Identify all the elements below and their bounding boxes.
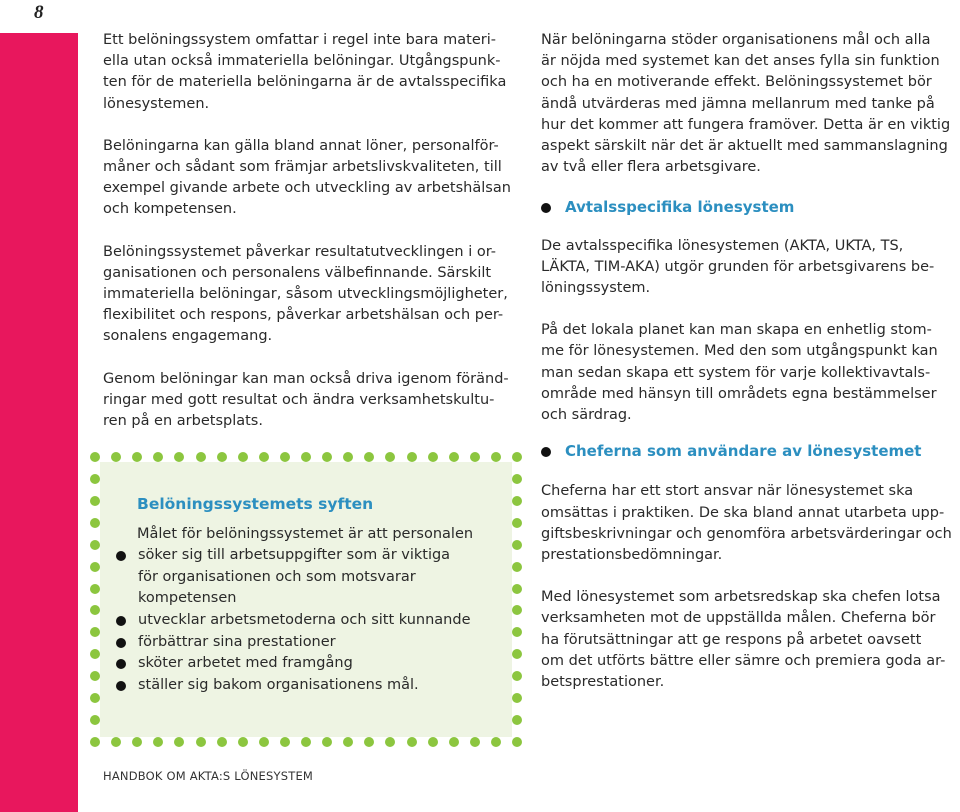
list-item: förbättrar sina prestationer <box>137 632 507 654</box>
border-dot <box>512 584 522 594</box>
border-dot <box>301 452 311 462</box>
border-dot <box>407 452 417 462</box>
border-dot <box>174 452 184 462</box>
border-dot <box>90 518 100 528</box>
border-dot <box>470 452 480 462</box>
border-dot <box>512 540 522 550</box>
box-intro: Målet för belöningssystemet är att personalen <box>137 525 474 542</box>
paragraph: Ett belöningssystem omfattar i regel inte bara materi- ella utan också immateriella belöningar. Utgångspunk- ten för de materiella belöningarna är de avtalsspecifika lönesystemen. <box>103 32 507 112</box>
border-dot <box>449 737 459 747</box>
border-dot <box>322 452 332 462</box>
border-dot <box>512 452 522 462</box>
border-dot <box>90 540 100 550</box>
border-dot <box>259 737 269 747</box>
border-dot <box>512 715 522 725</box>
bullet-icon <box>116 616 126 626</box>
border-dot <box>238 737 248 747</box>
border-dot <box>512 737 522 747</box>
right-column <box>541 30 960 693</box>
list-item: utvecklar arbetsmetoderna och sitt kunnande <box>137 610 507 632</box>
border-dot <box>132 737 142 747</box>
border-dot <box>470 737 480 747</box>
section-heading: Avtalsspecifika lönesystem <box>541 197 960 218</box>
border-dot <box>90 452 100 462</box>
border-dot <box>196 737 206 747</box>
border-dot <box>259 452 269 462</box>
bullet-icon <box>541 447 551 457</box>
paragraph: När belöningarna stöder organisationens mål och alla är nöjda med systemet kan det anses fylla sin funktion och ha en motiverande effekt. Belöningssystemet bör ändå utvärderas med jämna mellanrum med tanke på hur det kommer att fungera framöver. Detta är en viktig aspekt särskilt när det är aktuellt med sammanslagning av två eller flera arbetsgivare. <box>541 32 951 176</box>
footer-text: HANDBOK OM AKTA:S LÖNESYSTEM <box>103 769 314 783</box>
section-heading: Cheferna som användare av lönesystemet <box>541 441 960 462</box>
paragraph: Cheferna har ett stort ansvar när lönesystemet ska omsättas i praktiken. De ska bland annat utarbeta upp- giftsbeskrivningar och genomföra arbetsvärderingar och prestationsbedömningar. <box>541 483 952 564</box>
border-dot <box>385 737 395 747</box>
border-dot <box>364 452 374 462</box>
border-dot <box>111 737 121 747</box>
border-dot <box>512 671 522 681</box>
bullet-icon <box>116 681 126 691</box>
border-dot <box>153 737 163 747</box>
border-dot <box>153 452 163 462</box>
border-dot <box>322 737 332 747</box>
bullet-icon <box>541 203 551 213</box>
border-dot <box>111 452 121 462</box>
border-dot <box>491 452 501 462</box>
left-column <box>103 30 518 432</box>
border-dot <box>385 452 395 462</box>
border-dot <box>428 452 438 462</box>
border-dot <box>90 496 100 506</box>
paragraph: Belöningssystemet påverkar resultatutvecklingen i or- ganisationen och personalens välbefinnande. Särskilt immateriella belöningar, såsom utvecklingsmöjligheter, flexibilitet och respons, påverkar arbetshälsan och per- sonalens engagemang. <box>103 243 508 345</box>
goals-list <box>137 545 507 696</box>
border-dot <box>301 737 311 747</box>
border-dot <box>132 452 142 462</box>
paragraph: De avtalsspecifika lönesystemen (AKTA, UKTA, TS, LÄKTA, TIM-AKA) utgör grunden för arbetsgivarens be- löningssystem. <box>541 237 935 297</box>
paragraph: Med lönesystemet som arbetsredskap ska chefen lotsa verksamheten mot de uppställda målen. Cheferna bör ha förutsättningar att ge respons på arbetet oavsett om det utförts bättre eller sämre och premiera goda ar- betsprestationer. <box>541 589 946 691</box>
border-dot <box>90 605 100 615</box>
border-dot <box>217 737 227 747</box>
border-dot <box>428 737 438 747</box>
border-dot <box>90 627 100 637</box>
border-dot <box>343 452 353 462</box>
border-dot <box>90 562 100 572</box>
border-dot <box>512 562 522 572</box>
border-dot <box>512 627 522 637</box>
border-dot <box>90 737 100 747</box>
border-dot <box>90 715 100 725</box>
border-dot <box>196 452 206 462</box>
border-dot <box>449 452 459 462</box>
list-item: sköter arbetet med framgång <box>137 653 507 675</box>
border-dot <box>364 737 374 747</box>
border-dot <box>90 693 100 703</box>
border-dot <box>512 474 522 484</box>
box-title: Belöningssystemets syften <box>137 495 374 513</box>
border-dot <box>280 452 290 462</box>
list-item: ställer sig bakom organisationens mål. <box>137 675 507 697</box>
border-dot <box>512 605 522 615</box>
border-dot <box>512 649 522 659</box>
border-dot <box>90 671 100 681</box>
paragraph: Belöningarna kan gälla bland annat löner, personalför- måner och sådant som främjar arbetslivskvaliteten, till exempel givande arbete och utveckling av arbetshälsan och kompetensen. <box>103 137 511 218</box>
border-dot <box>512 518 522 528</box>
border-dot <box>174 737 184 747</box>
paragraph: På det lokala planet kan man skapa en enhetlig stom- me för lönesystemen. Med den som utgångspunkt kan man sedan skapa ett system för varje kollektivavtals- område med hänsyn till områdets egna bestämmelser och särdrag. <box>541 322 938 424</box>
border-dot <box>90 474 100 484</box>
border-dot <box>512 496 522 506</box>
border-dot <box>90 584 100 594</box>
border-dot <box>491 737 501 747</box>
page-number-area <box>0 0 78 33</box>
list-item: söker sig till arbetsuppgifter som är viktiga för organisationen och som motsvarar kompetensen <box>137 545 507 610</box>
border-dot <box>343 737 353 747</box>
border-dot <box>238 452 248 462</box>
side-accent-bar <box>0 33 78 812</box>
border-dot <box>217 452 227 462</box>
border-dot <box>512 693 522 703</box>
paragraph: Genom belöningar kan man också driva igenom föränd- ringar med gott resultat och ändra verksamhetskultu- ren på en arbetsplats. <box>103 370 509 430</box>
goals-box-content <box>137 494 507 696</box>
bullet-icon <box>116 638 126 648</box>
border-dot <box>90 649 100 659</box>
page-number: 8 <box>34 2 44 23</box>
border-dot <box>407 737 417 747</box>
border-dot <box>280 737 290 747</box>
